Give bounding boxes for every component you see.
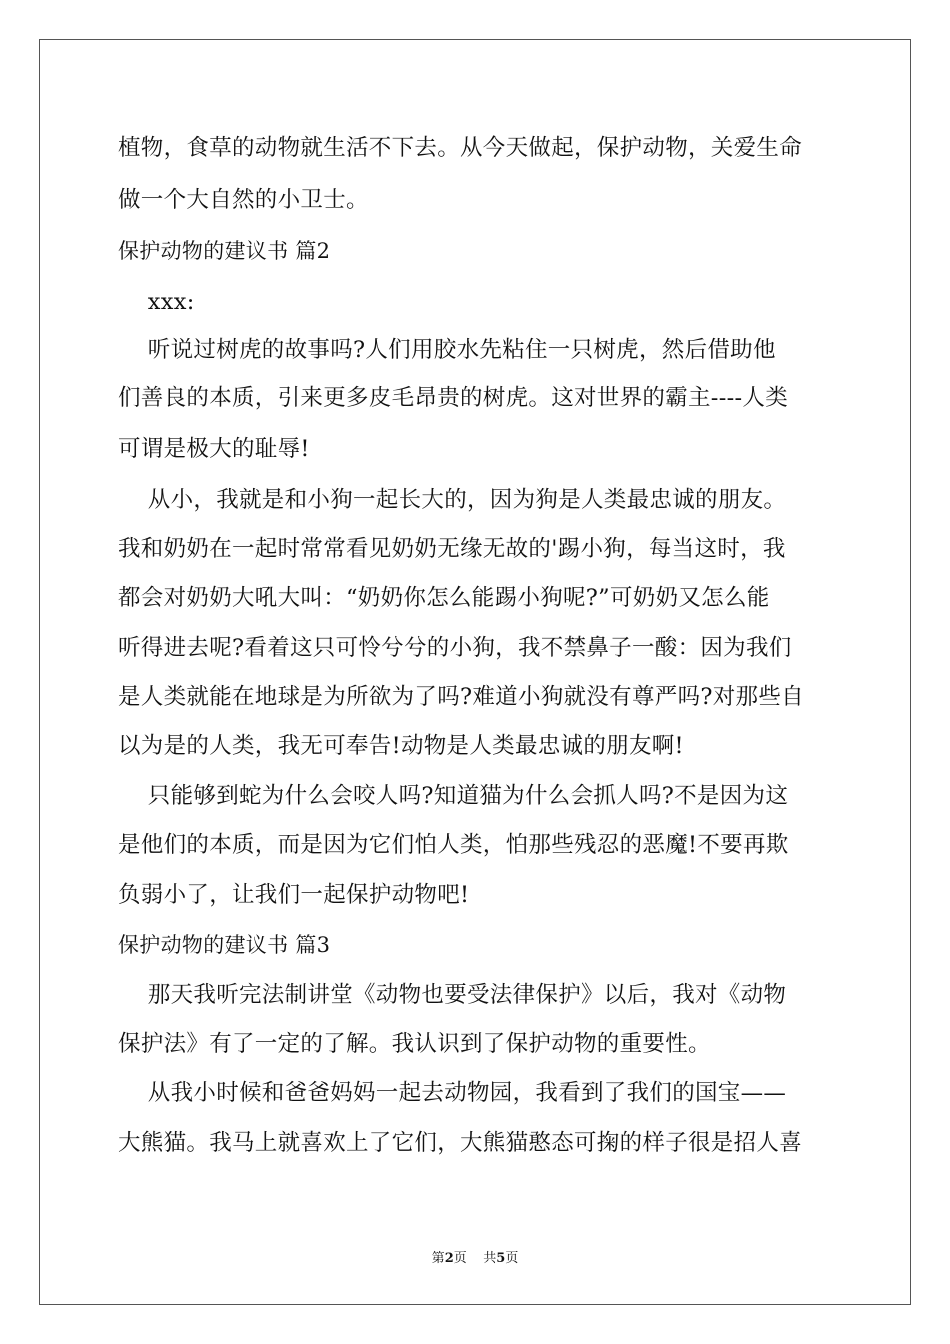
text-line: 做一个大自然的小卫士。 xyxy=(118,187,369,213)
salutation: xxx: xyxy=(118,289,195,315)
footer-mid: 页 共 xyxy=(453,1251,497,1266)
text-line: 以为是的人类，我无可奉告!动物是人类最忠诚的朋友啊! xyxy=(118,733,684,759)
section-heading: 保护动物的建议书 篇2 xyxy=(118,239,331,263)
text-line: 我和奶奶在一起时常常看见奶奶无缘无故的'踢小狗，每当这时，我 xyxy=(118,536,786,562)
text-line: 听说过树虎的故事吗?人们用胶水先粘住一只树虎，然后借助他 xyxy=(118,337,776,363)
page-footer xyxy=(0,1247,950,1266)
text-line: 们善良的本质，引来更多皮毛昂贵的树虎。这对世界的霸主----人类 xyxy=(118,385,789,411)
text-line: 听得进去呢?看着这只可怜兮兮的小狗，我不禁鼻子一酸：因为我们 xyxy=(118,635,792,661)
footer-total-pages: 5 xyxy=(496,1251,506,1266)
text-line: 保护法》有了一定的了解。我认识到了保护动物的重要性。 xyxy=(118,1031,711,1057)
text-line: 从小，我就是和小狗一起长大的，因为狗是人类最忠诚的朋友。 xyxy=(118,487,787,513)
section-heading: 保护动物的建议书 篇3 xyxy=(118,933,331,957)
text-line: 是人类就能在地球是为所欲为了吗?难道小狗就没有尊严吗?对那些自 xyxy=(118,684,804,710)
text-line: 是他们的本质，而是因为它们怕人类，怕那些残忍的恶魔!不要再欺 xyxy=(118,832,789,858)
footer-page-number: 2 xyxy=(444,1251,454,1266)
text-line: 都会对奶奶大吼大叫：“奶奶你怎么能踢小狗呢?”可奶奶又怎么能 xyxy=(118,585,770,611)
text-line: 可谓是极大的耻辱! xyxy=(118,436,310,462)
footer-prefix: 第 xyxy=(431,1251,445,1266)
page-border xyxy=(39,39,911,1305)
text-line: 大熊猫。我马上就喜欢上了它们，大熊猫憨态可掬的样子很是招人喜 xyxy=(118,1130,803,1156)
text-line: 从我小时候和爸爸妈妈一起去动物园，我看到了我们的国宝—— xyxy=(118,1080,787,1106)
text-line: 那天我听完法制讲堂《动物也要受法律保护》以后，我对《动物 xyxy=(118,982,787,1008)
text-line: 只能够到蛇为什么会咬人吗?知道猫为什么会抓人吗?不是因为这 xyxy=(118,783,789,809)
text-line: 植物，食草的动物就生活不下去。从今天做起，保护动物，关爱生命 xyxy=(118,135,803,161)
text-line: 负弱小了，让我们一起保护动物吧! xyxy=(118,882,470,908)
footer-suffix: 页 xyxy=(505,1251,519,1266)
